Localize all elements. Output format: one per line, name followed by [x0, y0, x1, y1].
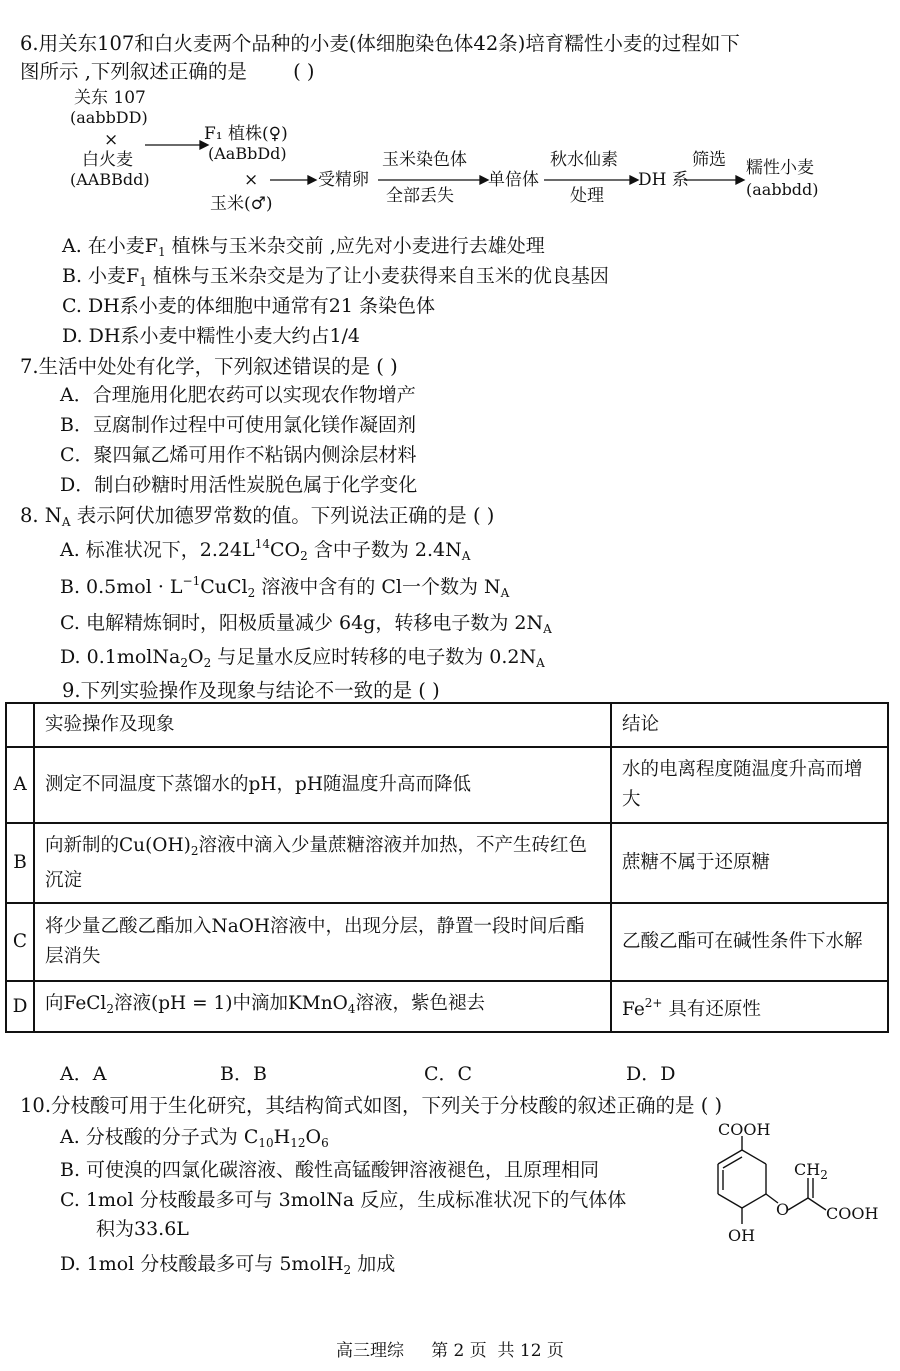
- q10-option-c-line1: C. 1mol 分枝酸最多可与 3molNa 反应，生成标准状况下的气体体: [60, 1189, 627, 1211]
- row-label: A: [6, 747, 34, 823]
- concl-text: Fe: [622, 999, 645, 1020]
- struct-cooh-top: COOH: [718, 1120, 771, 1139]
- struct-oh: OH: [728, 1226, 756, 1245]
- op-text: 向FeCl: [45, 993, 107, 1014]
- op-sub: 2: [106, 1002, 114, 1016]
- row-label: C: [6, 903, 34, 981]
- q6-option-c: C. DH系小麦的体细胞中通常有21 条染色体: [62, 295, 435, 317]
- q7-option-a: A．合理施用化肥农药可以实现农作物增产: [60, 384, 416, 406]
- op-mid: 溶液(pH = 1)中滴加KMnO: [114, 993, 348, 1014]
- q9-answer-d: D．D: [626, 1063, 676, 1085]
- q6-b-sub: 1: [139, 275, 147, 289]
- q8-a-part1: A. 标准状况下，2.24L: [60, 539, 255, 561]
- q9-answer-c: C．C: [424, 1063, 473, 1085]
- row-conclusion: 水的电离程度随温度升高而增大: [611, 747, 888, 823]
- q6-b-rest: 植株与玉米杂交是为了让小麦获得来自玉米的优良基因: [146, 265, 609, 287]
- struct-cooh-right: COOH: [826, 1204, 879, 1223]
- concl-rest: 具有还原性: [662, 999, 761, 1020]
- row-conclusion: [611, 981, 888, 1032]
- q9-stem: 9.下列实验操作及现象与结论不一致的是 ( ): [62, 679, 440, 702]
- breeding-diagram: [60, 88, 840, 216]
- chorismic-acid-structure: [690, 1120, 890, 1270]
- structure-bonds: [690, 1120, 890, 1270]
- q8-d-part1: D. 0.1molNa: [60, 646, 181, 668]
- f1-genotype: (AaBbDd): [208, 144, 287, 163]
- row-label: D: [6, 981, 34, 1032]
- q10-option-d: [60, 1249, 395, 1277]
- row-label: B: [6, 823, 34, 903]
- q8-b-part4: 一个数为 N: [401, 576, 501, 598]
- q6-option-d: D. DH系小麦中糯性小麦大约占1/4: [62, 325, 361, 347]
- step1-label-bottom: 全部丢失: [386, 186, 454, 206]
- q8-b-part2: CuCl: [200, 576, 248, 598]
- q10-a-part3: O: [305, 1126, 322, 1148]
- parent1-name: 关东 107: [74, 88, 146, 108]
- q6-stem-text: 图所示 ,下列叙述正确的是: [20, 60, 247, 83]
- step2-label-bottom: 处理: [570, 186, 604, 206]
- parent1-genotype: (aabbDD): [70, 108, 148, 127]
- q9-table: [5, 702, 889, 1033]
- op-sub: 2: [190, 843, 199, 858]
- table-header-blank: [6, 703, 34, 747]
- q8-d-part2: O: [187, 646, 204, 668]
- q6-option-b: [62, 261, 609, 289]
- table-row: [6, 747, 888, 823]
- page-footer: [0, 1336, 900, 1361]
- q10-a-part1: A. 分枝酸的分子式为 C: [60, 1126, 259, 1148]
- step2-label-top: 秋水仙素: [550, 150, 618, 170]
- result-name: 糯性小麦: [746, 158, 814, 178]
- concl-sup: 2+: [644, 996, 663, 1010]
- q8-c-subA: A: [543, 622, 552, 636]
- footer-text: 高三理综 第 2 页 共 12 页: [336, 1341, 564, 1361]
- q8-d-subA: A: [536, 656, 545, 670]
- table-header-conclusion: 结论: [611, 703, 888, 747]
- struct-o: O: [776, 1200, 790, 1219]
- q7-stem: 7.生活中处处有化学，下列叙述错误的是 ( ): [20, 355, 398, 378]
- op-sub2: 4: [347, 1002, 356, 1016]
- ch2-sub: 2: [820, 1168, 828, 1182]
- q10-a-sub3: 6: [321, 1136, 329, 1150]
- table-row: [6, 823, 888, 903]
- q8-option-b: [60, 572, 509, 600]
- row-operation: [34, 981, 611, 1032]
- table-row: [6, 903, 888, 981]
- row-operation: 将少量乙酸乙酯加入NaOH溶液中，出现分层，静置一段时间后酯层消失: [34, 903, 611, 981]
- q6-b-text: B. 小麦F: [62, 265, 140, 287]
- q10-a-sub2: 12: [290, 1136, 306, 1150]
- q8-b-part3: 溶液中含有的 Cl: [255, 576, 402, 598]
- row-operation: [34, 823, 611, 903]
- q6-stem-line2: [20, 56, 315, 84]
- q8-a-part2: CO: [270, 539, 301, 561]
- q10-option-b: B. 可使溴的四氯化碳溶液、酸性高锰酸钾溶液褪色，且原理相同: [60, 1159, 600, 1181]
- parent2-name: 白火麦: [82, 150, 133, 170]
- row-conclusion: 乙酸乙酯可在碱性条件下水解: [611, 903, 888, 981]
- q6-a-sub: 1: [157, 245, 166, 259]
- q8-b-part1: B. 0.5mol · L: [60, 576, 183, 598]
- q6-stem-line1: 6.用关东107和白火麦两个品种的小麦(体细胞染色体42条)培育糯性小麦的过程如下: [20, 32, 740, 55]
- dh-line: DH 系: [638, 170, 689, 190]
- q8-d-sub2: 2: [203, 656, 212, 670]
- row-operation: 测定不同温度下蒸馏水的pH，pH随温度升高而降低: [34, 747, 611, 823]
- parent2-genotype: (AABBdd): [70, 170, 150, 189]
- q8-a-sub: 2: [300, 549, 308, 563]
- q8-d-sub1: 2: [180, 656, 188, 670]
- q9-answer-b: B．B: [220, 1063, 267, 1085]
- q6-a-rest: 植株与玉米杂交前 ,应先对小麦进行去雄处理: [165, 235, 545, 257]
- corn-parent: 玉米(♂): [210, 194, 273, 214]
- q7-option-c: C．聚四氟乙烯可用作不粘锅内侧涂层材料: [60, 444, 417, 466]
- q8-stem-text: 表示阿伏加德罗常数的值。下列说法正确的是 ( ): [70, 504, 495, 527]
- q10-d-part1: D. 1mol 分枝酸最多可与 5molH: [60, 1253, 344, 1275]
- op-text: 向新制的Cu(OH): [45, 834, 191, 856]
- q8-a-part3: 含中子数为 2.4N: [307, 539, 462, 561]
- q8-c-text: C. 电解精炼铜时，阳极质量减少 64g，转移电子数为 2N: [60, 612, 544, 634]
- q7-option-b: B．豆腐制作过程中可使用氯化镁作凝固剂: [60, 414, 416, 436]
- haploid: 单倍体: [488, 170, 539, 190]
- q10-stem: 10.分枝酸可用于生化研究，其结构简式如图，下列关于分枝酸的叙述正确的是 ( ): [20, 1094, 723, 1117]
- q6-option-a: [62, 231, 545, 259]
- q8-stem: [20, 500, 494, 529]
- q8-b-sup: −1: [182, 574, 201, 588]
- table-header-op: 实验操作及现象: [34, 703, 611, 747]
- table-row: [6, 981, 888, 1032]
- step3-label-top: 筛选: [692, 150, 726, 170]
- result-genotype: (aabbdd): [746, 180, 819, 199]
- q7-option-d: D．制白砂糖时用活性炭脱色属于化学变化: [60, 474, 418, 496]
- q8-a-sup: 14: [254, 537, 271, 551]
- cross-symbol-2: ×: [244, 170, 259, 190]
- q8-stem-na: 8. N: [20, 504, 62, 527]
- q8-option-d: [60, 642, 545, 670]
- op-rest: 溶液，紫色褪去: [355, 993, 485, 1014]
- q8-b-sub: 2: [247, 586, 256, 600]
- cross-symbol-1: ×: [104, 130, 119, 150]
- row-conclusion: 蔗糖不属于还原糖: [611, 823, 888, 903]
- q6-a-text: A. 在小麦F: [62, 235, 158, 257]
- q10-option-a: [60, 1122, 329, 1150]
- q6-answer-blank: ( ): [293, 60, 315, 83]
- struct-ch2: [794, 1160, 828, 1182]
- q8-b-subA: A: [500, 586, 510, 600]
- q10-a-part2: H: [273, 1126, 291, 1148]
- q10-d-part2: 加成: [351, 1253, 396, 1275]
- q10-a-sub1: 10: [258, 1136, 274, 1150]
- q8-stem-sub: A: [61, 515, 71, 529]
- q10-d-sub: 2: [343, 1263, 352, 1277]
- q10-option-c-line2: 积为33.6L: [96, 1218, 189, 1240]
- q9-answer-a: A．A: [60, 1063, 107, 1085]
- fertilized-egg: 受精卵: [318, 170, 369, 190]
- q8-d-part3: 与足量水反应时转移的电子数为 0.2N: [211, 646, 537, 668]
- ch2-text: CH: [794, 1160, 821, 1179]
- table-header-row: [6, 703, 888, 747]
- q8-option-c: [60, 608, 552, 636]
- op-rest: 溶液中滴入少量蔗糖溶液并加热，不产生砖红色沉淀: [45, 834, 587, 891]
- step1-label-top: 玉米染色体: [382, 150, 467, 170]
- q8-option-a: [60, 535, 470, 563]
- q8-a-subA: A: [461, 549, 471, 563]
- f1-plant: F₁ 植株(♀): [204, 124, 288, 144]
